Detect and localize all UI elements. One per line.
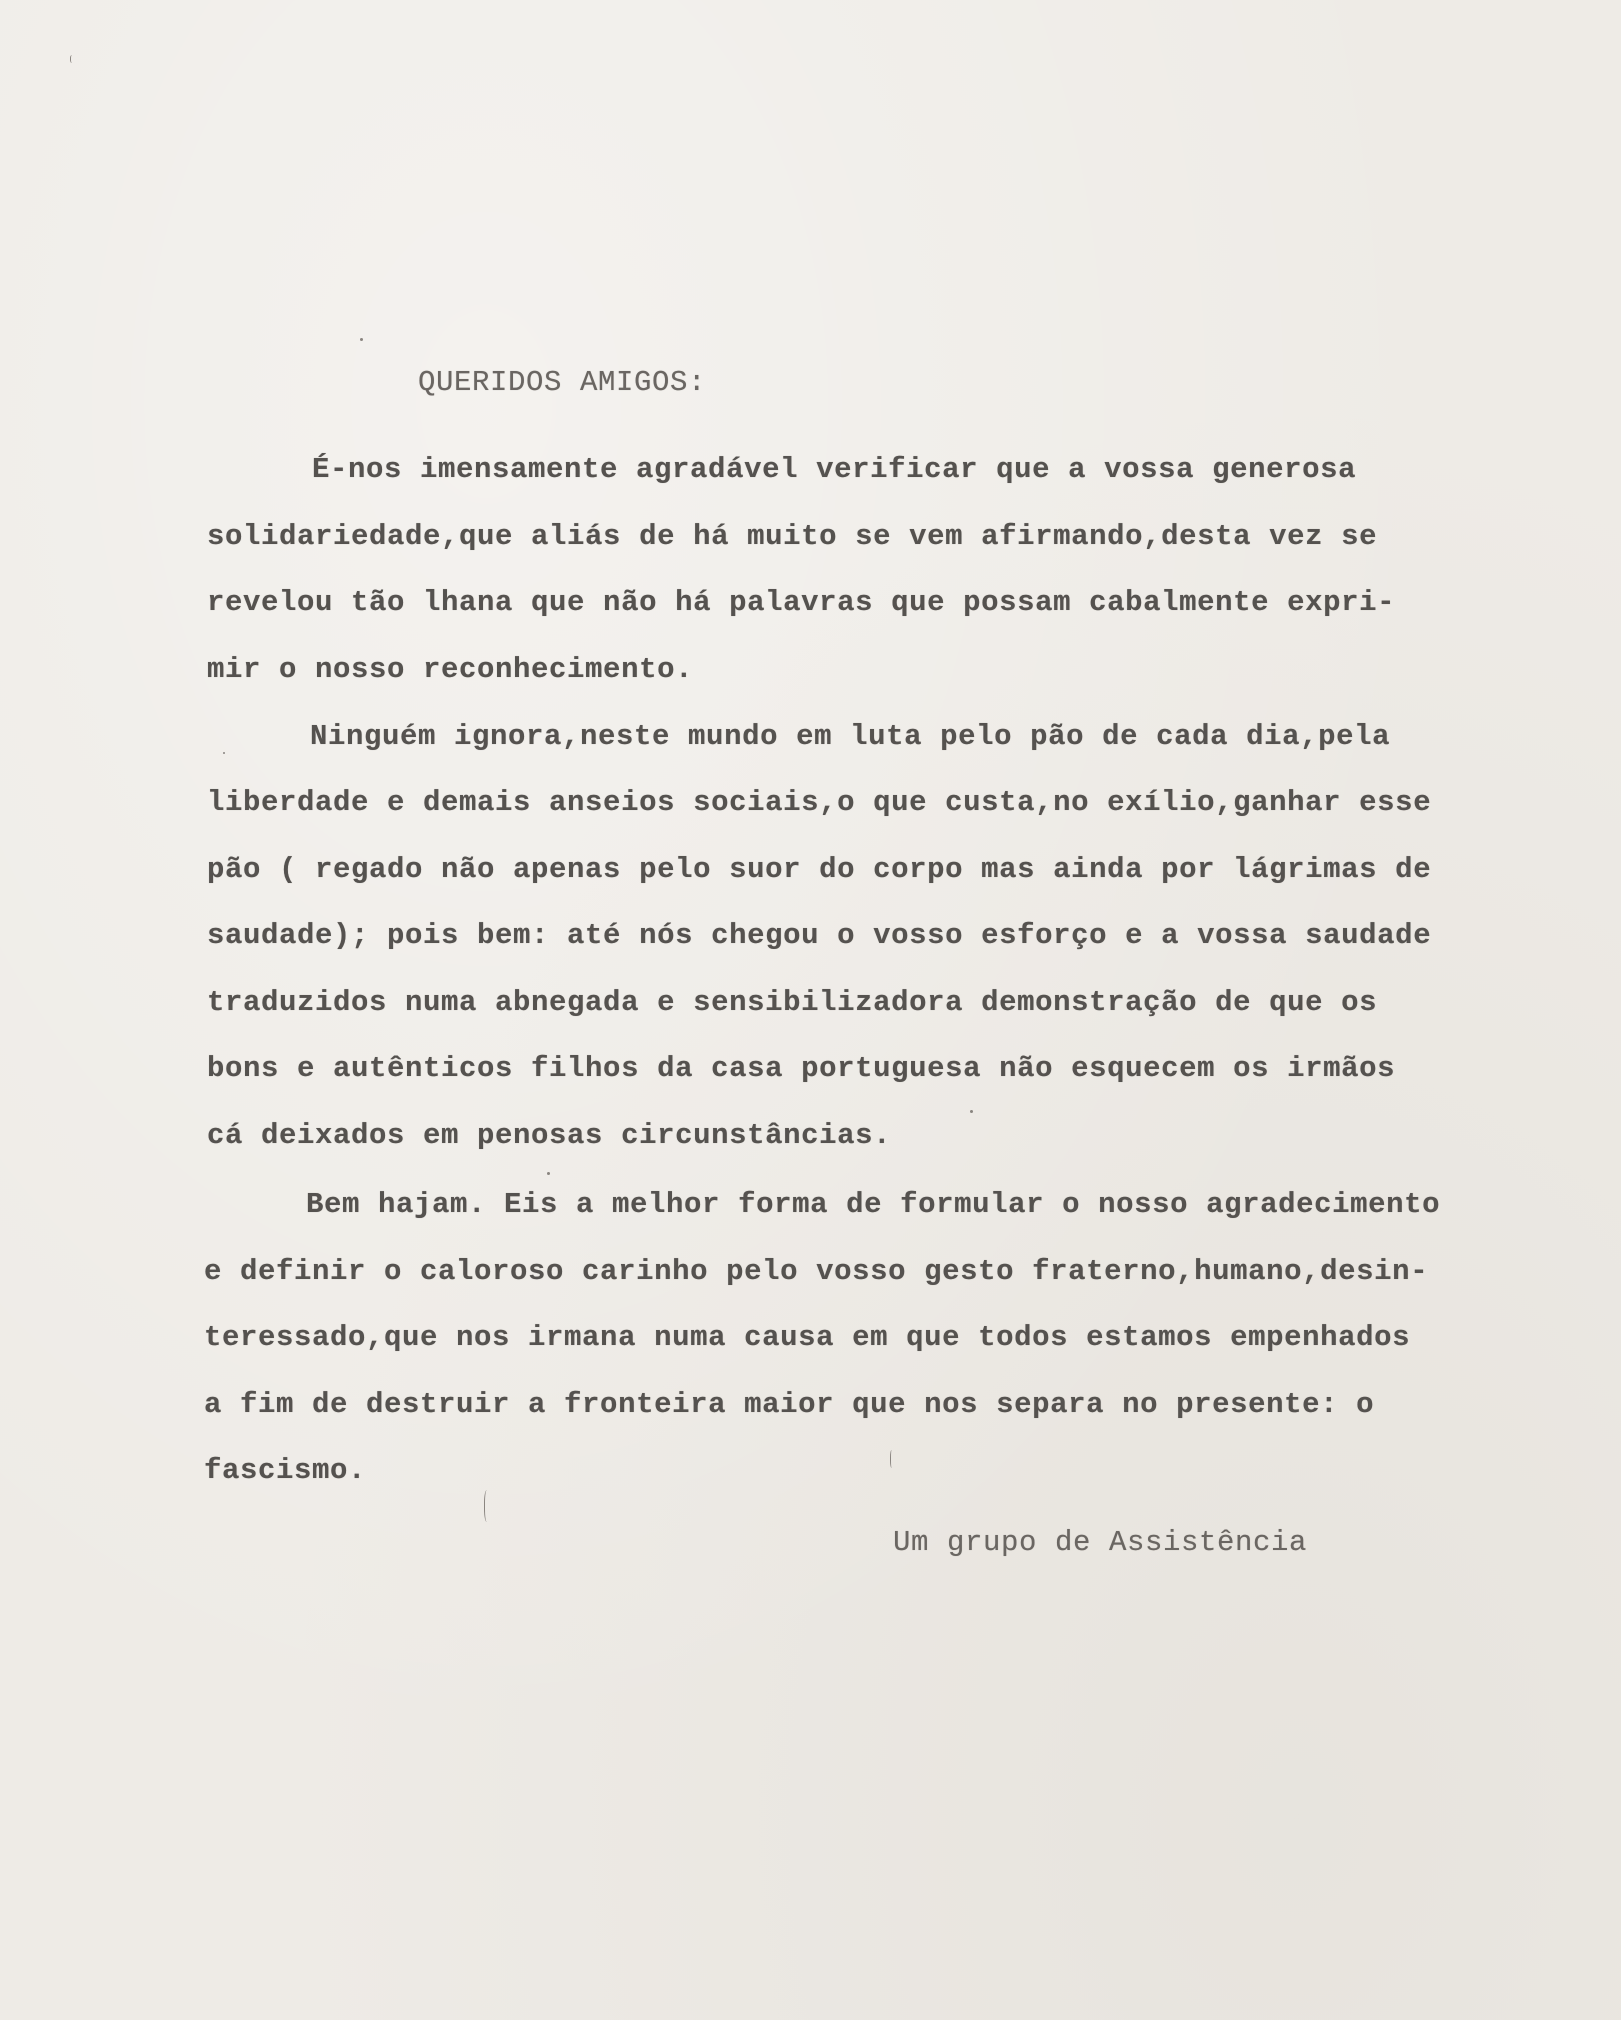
body-line: É-nos imensamente agradável verificar que a vossa generosa — [312, 453, 1357, 486]
body-line: Ninguém ignora,neste mundo em luta pelo pão de cada dia,pela — [310, 720, 1391, 753]
body-line: cá deixados em penosas circunstâncias. — [207, 1119, 892, 1152]
paper-mark — [70, 55, 75, 63]
body-line: Bem hajam. Eis a melhor forma de formular o nosso agradecimento — [306, 1188, 1441, 1221]
body-line: saudade); pois bem: até nós chegou o vosso esforço e a vossa saudade — [207, 919, 1432, 952]
body-line: a fim de destruir a fronteira maior que nos separa no presente: o — [204, 1388, 1375, 1421]
body-line: liberdade e demais anseios sociais,o que custa,no exílio,ganhar esse — [207, 786, 1432, 819]
paper-speck — [547, 1172, 550, 1175]
body-line: solidariedade,que aliás de há muito se vem afirmando,desta vez se — [207, 520, 1378, 553]
body-line: e definir o caloroso carinho pelo vosso gesto fraterno,humano,desin- — [204, 1255, 1429, 1288]
paper-speck — [360, 338, 363, 341]
body-line: mir o nosso reconhecimento. — [207, 653, 694, 686]
signature: Um grupo de Assistência — [893, 1526, 1308, 1559]
body-line: revelou tão lhana que não há palavras que possam cabalmente expri- — [207, 586, 1396, 619]
paper-mark — [484, 1490, 491, 1522]
body-line: pão ( regado não apenas pelo suor do corpo mas ainda por lágrimas de — [207, 853, 1432, 886]
body-line: traduzidos numa abnegada e sensibilizadora demonstração de que os — [207, 986, 1378, 1019]
paper-mark — [890, 1450, 894, 1468]
salutation: QUERIDOS AMIGOS: — [418, 366, 707, 399]
body-line: bons e autênticos filhos da casa portuguesa não esquecem os irmãos — [207, 1052, 1396, 1085]
paper-speck — [970, 1110, 973, 1113]
body-line: fascismo. — [204, 1454, 367, 1487]
paper-speck — [223, 752, 225, 754]
body-line: teressado,que nos irmana numa causa em que todos estamos empenhados — [204, 1321, 1411, 1354]
